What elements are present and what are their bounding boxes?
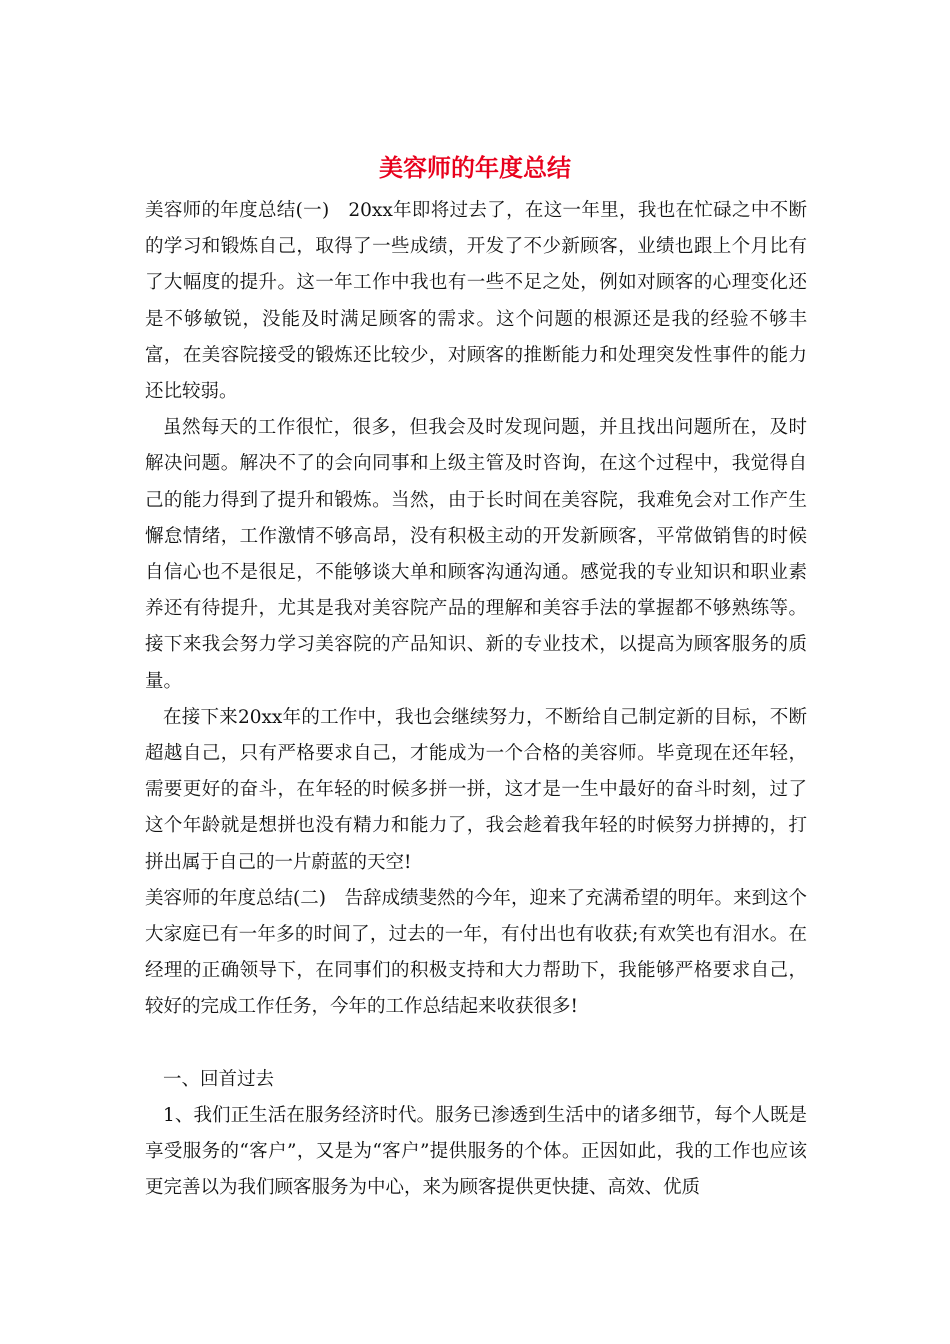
paragraph-1: 美容师的年度总结(一) 20xx年即将过去了，在这一年里，我也在忙碌之中不断的学习和锻炼自己，取得了一些成绩，开发了不少新顾客，业绩也跟上个月比有了大幅度的提升。这一年工作中我也有一些不足之处，例如对顾客的心理变化还是不够敏锐，没能及时满足顾客的需求。这个问题的根源还是我的经验不够丰富，在美容院接受的锻炼还比较少，对顾客的推断能力和处理突发性事件的能力还比较弱。 — [145, 200, 807, 403]
paragraph-2: 虽然每天的工作很忙，很多，但我会及时发现问题，并且找出问题所在，及时解决问题。解决不了的会向同事和上级主管及时咨询，在这个过程中，我觉得自己的能力得到了提升和锻炼。当然，由于长时间在美容院，我难免会对工作产生懈怠情绪，工作激情不够高昂，没有积极主动的开发新顾客，平常做销售的时候自信心也不是很足，不能够谈大单和顾客沟通沟通。感觉我的专业知识和职业素养还有待提升，尤其是我对美容院产品的理解和美容手法的掌握都不够熟练等。接下来我会努力学习美容院的产品知识、新的专业技术，以提高为顾客服务的质量。 — [145, 417, 807, 692]
paragraph-3: 在接下来20xx年的工作中，我也会继续努力，不断给自己制定新的目标，不断超越自己，只有严格要求自己，才能成为一个合格的美容师。毕竟现在还年轻，需要更好的奋斗，在年轻的时候多拼一拼，这才是一生中最好的奋斗时刻，过了这个年龄就是想拼也没有精力和能力了，我会趁着我年轻的时候努力拼搏的，打拼出属于自己的一片蔚蓝的天空! — [145, 706, 807, 873]
document-body — [145, 193, 807, 1206]
document-title: 美容师的年度总结 — [379, 154, 571, 182]
paragraph-4: 美容师的年度总结(二) 告辞成绩斐然的今年，迎来了充满希望的明年。来到这个大家庭已有一年多的时间了，过去的一年，有付出也有收获;有欢笑也有泪水。在经理的正确领导下，在同事们的积极支持和大力帮助下，我能够严格要求自己，较好的完成工作任务，今年的工作总结起来收获很多! — [145, 887, 807, 1018]
paragraph-5: 1、我们正生活在服务经济时代。服务已渗透到生活中的诸多细节，每个人既是享受服务的“客户”，又是为“客户”提供服务的个体。正因如此，我的工作也应该更完善以为我们顾客服务为中心，来为顾客提供更快捷、高效、优质 — [145, 1104, 807, 1199]
paragraph-spacer — [145, 1026, 807, 1062]
section-heading: 一、回首过去 — [163, 1068, 275, 1090]
